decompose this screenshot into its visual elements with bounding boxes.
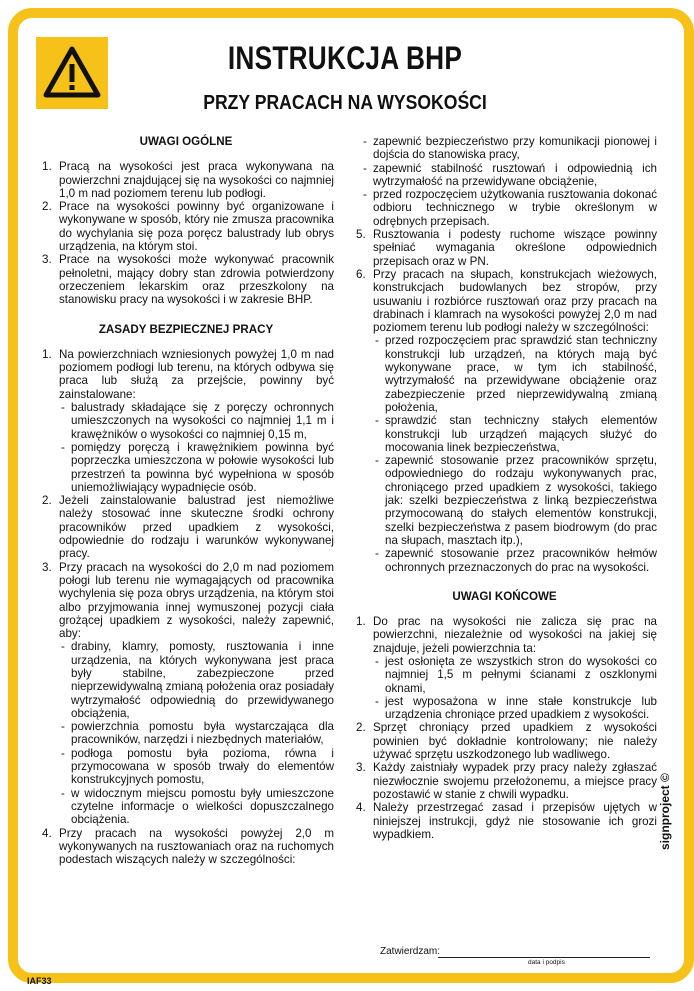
item-text: Przy pracach na wysokości do 2,0 m nad poziomem połogi lub terenu nie wymagających od pracownika wychylenia się poza obrys urządzenia, na którym stoi albo przyjmowania innej wymuszonej pozycji ciała grożącej upadkiem z wysokości, należy zapewnić, aby: — [59, 560, 334, 641]
approval-signature — [380, 946, 650, 966]
sub-item: - balustrady składające się z poręczy ochronnych umieszczonych na wysokości co najmniej 1,1 m i krawężników o wysokości co najmniej 0,15 m, — [59, 401, 334, 441]
item-text: Prace na wysokości może wykonywać pracownik pełnoletni, mający dobry stan zdrowia potwierdzony orzeczeniem lekarskim oraz przeszkolony na stanowisku pracy na wysokości i w zakresie BHP. — [59, 253, 334, 307]
item-text: Sprzęt chroniący przed upadkiem z wysokości powinien być dokładnie kontrolowany; nie należy używać sprzętu uszkodzonego lub wadliwego. — [373, 721, 657, 762]
product-code: IAF33 — [27, 976, 52, 986]
item-text: Pracą na wysokości jest praca wykonywana na powierzchni znajdującej się na wysokości co najmniej 1,0 m nad poziomem terenu lub podłogi. — [59, 160, 334, 200]
page-title: INSTRUKCJA BHP — [227, 40, 463, 76]
list-item: 2. Sprzęt chroniący przed upadkiem z wysokości powinien być dokładnie kontrolowany; nie należy używać sprzętu uszkodzonego lub wadliwego. — [356, 721, 657, 762]
left-column — [38, 135, 334, 866]
item-text: Należy przestrzegać zasad i przepisów ujętych w niniejszej instrukcji, gdyż nie stosowanie ich grozi wypadkiem. — [373, 801, 657, 841]
item-number: 1. — [42, 160, 52, 174]
sub-item: - jest osłonięta ze wszystkich stron do wysokości co najmniej 1,5 m pełnymi ścianami z oszklonymi oknami, — [373, 655, 657, 695]
sub-item: - zapewnić stosowanie przez pracowników hełmów ochronnych przeznaczonych do prac na wysokości. — [373, 547, 657, 574]
list-item: 1. Do prac na wysokości nie zalicza się prac na powierzchni, niezależnie od wysokości na jakiej się znajduje, jeżeli powierzchnia ta: - jest osłonięta ze wszystkich stron do wysokości co najmniej 1,5 m pełnymi ścianami z oszklonymi oknami, - jest wyposażona w inne stałe konstrukcje lub urządzenia chroniące przed upadkiem z wysokości. — [352, 615, 657, 721]
sub-item: - zapewnić bezpieczeństwo przy komunikacji pionowej i dojścia do stanowiska pracy, — [361, 135, 657, 162]
list-item: 5. Rusztowania i podesty ruchome wiszące powinny spełniać wymagania określone odpowiednich przepisach oraz w PN. — [356, 228, 657, 268]
general-list — [38, 160, 334, 306]
item-text: Przy pracach na słupach, konstrukcjach wieżowych, konstrukcjach budowlanych bez stropów, przy usuwaniu i rozbiórce rusztowań oraz przy pracach na drabinach i klamrach na wysokości powyżej 2,0 m nad poziomem terenu lub podłogi należy w szczególności: — [373, 267, 657, 335]
item-number: 2. — [42, 200, 52, 214]
list-item — [38, 253, 334, 306]
item-text: Prace na wysokości powinny być organizowane i wykonywane w sposób, który nie zmusza pracownika do wychylania się poza poręcz balustrady lub obrys urządzenia, na którym stoi. — [59, 200, 334, 254]
sub-item: - przed rozpoczęciem użytkowania rusztowania dokonać odbioru technicznego w trybie określonym w odrębnych przepisach. — [361, 188, 657, 228]
list-item: 4. Należy przestrzegać zasad i przepisów ujętych w niniejszej instrukcji, gdyż nie stosowanie ich grozi wypadkiem. — [356, 801, 657, 841]
item-text: Jeżeli zainstalowanie balustrad jest niemożliwe należy stosować inne skuteczne środki ochrony pracowników przed upadkiem z wysokości, odpowiednie do rodzaju i warunków wykonywanej pracy. — [59, 494, 334, 561]
sub-item: - sprawdzić stan techniczny stałych elementów konstrukcji lub urządzeń mających służyć do mocowania linek bezpieczeństwa, — [373, 414, 657, 454]
warning-triangle-icon — [36, 37, 108, 109]
item-text: Do prac na wysokości nie zalicza się prac na powierzchni, niezależnie od wysokości na jakiej się znajduje, jeżeli powierzchnia ta: — [373, 615, 657, 655]
sub-list — [361, 135, 657, 228]
list-item: 3. Każdy zaistniały wypadek przy pracy należy zgłaszać niezwłocznie swojemu przełożonemu, a miejsce pracy pozostawić w stanie z chwili wypadku. — [356, 761, 657, 801]
sub-item: - przed rozpoczęciem prac sprawdzić stan techniczny konstrukcji lub urządzeń, na których mają być wykonywane prace, w tym ich stabilność, wytrzymałość na przewidywane obciążenie oraz zabezpieczenie przed nieprzewidywalną zmianą położenia, — [373, 334, 657, 414]
final-list — [352, 615, 657, 841]
signature-line — [438, 957, 650, 958]
list-item: 1. Na powierzchniach wzniesionych powyżej 1,0 m nad poziomem podłogi lub terenu, na których odbywa się praca lub służą za przejście, powinny być zainstalowane: - balustrady składające się z poręczy ochronnych umieszczonych na wysokości co najmniej 1,1 m i krawężników o wysokości co najmniej 0,15 m, - pomiędzy poręczą i krawężnikiem powinna być poprzeczka umieszczona w połowie wysokości lub przestrzeń ta powinna być wypełniona w sposób uniemożliwiający wypadnięcie osób. — [38, 348, 334, 494]
warning-sign — [36, 37, 108, 109]
brand-label: signproject © — [658, 773, 672, 850]
page-subtitle: PRZY PRACACH NA WYSOKOŚCI — [203, 92, 487, 114]
right-column — [352, 135, 657, 841]
safety-list — [38, 348, 334, 867]
list-item: 6. Przy pracach na słupach, konstrukcjach wieżowych, konstrukcjach budowlanych bez stropów, przy usuwaniu i rozbiórce rusztowań oraz przy pracach na drabinach i klamrach na wysokości powyżej 2,0 m nad poziomem terenu lub podłogi należy w szczególności: - przed rozpoczęciem prac sprawdzić stan techniczny konstrukcji lub urządzeń, na których mają być wykonywane prace, w tym ich stabilność, wytrzymałość na przewidywane obciążenie oraz zabezpieczenie przed nieprzewidywalną zmianą położenia, - sprawdzić stan techniczny stałych elementów konstrukcji lub urządzeń mających służyć do mocowania linek bezpieczeństwa, - zapewnić stosowanie przez pracowników sprzętu, odpowiedniego do rodzaju wykonywanych prac, chroniącego przed upadkiem z wysokości, takiego jak: szelki bezpieczeństwa z linką bezpieczeństwa przymocowaną do stałych elementów konstrukcji, szelki bezpieczeństwa z pasem biodrowym (do prac na słupach, masztach itp.), - zapewnić stosowanie przez pracowników hełmów ochronnych przeznaczonych do prac na wysokości. — [352, 268, 657, 574]
section-heading-final: UWAGI KOŃCOWE — [452, 589, 557, 603]
approve-label: Zatwierdzam: — [380, 946, 441, 957]
list-item — [38, 160, 334, 200]
item-number: 3. — [42, 253, 52, 267]
sub-item: - zapewnić stabilność rusztowań i odpowiednią ich wytrzymałość na przewidywane obciążenie, — [361, 162, 657, 189]
sub-list — [59, 401, 334, 494]
list-item — [38, 200, 334, 253]
sub-list — [373, 334, 657, 573]
list-item: 4. Przy pracach na wysokości powyżej 2,0 m wykonywanych na rusztowaniach oraz na ruchomych podestach wiszących należy w szczególności: — [42, 826, 334, 867]
sub-item: - podłoga pomostu była pozioma, równa i przymocowana w sposób trwały do elementów konstrukcyjnych pomostu, — [59, 747, 334, 787]
sub-list — [59, 640, 334, 826]
sub-item: - drabiny, klamry, pomosty, rusztowania i inne urządzenia, na których wykonywana jest praca były stabilne, zabezpieczone przed nieprzewidywalną zmianą położenia oraz posiadały wytrzymałość odpowiednią do przewidywanego obciążenia, — [59, 640, 334, 720]
sub-item: - w widocznym miejscu pomostu były umieszczone czytelne informacje o wielkości dopuszczalnego obciążenia. — [59, 787, 334, 827]
list-item — [352, 135, 657, 228]
sub-item: - zapewnić stosowanie przez pracowników sprzętu, odpowiedniego do rodzaju wykonywanych prac, chroniącego przed upadkiem z wysokości, takiego jak: szelki bezpieczeństwa z linką bezpieczeństwa przymocowaną do stałych elementów konstrukcji, szelki bezpieczeństwa z pasem biodrowym (do prac na słupach, masztach itp.), — [373, 454, 657, 547]
section-heading-safety: ZASADY BEZPIECZNEJ PRACY — [98, 322, 274, 336]
item-text: Na powierzchniach wzniesionych powyżej 1,0 m nad poziomem podłogi lub terenu, na których odbywa się praca lub służą za przejście, powinny być zainstalowane: — [59, 347, 334, 401]
sub-list — [373, 655, 657, 721]
list-item: 3. Przy pracach na wysokości do 2,0 m nad poziomem połogi lub terenu nie wymagających od pracownika wychylenia się poza obrys urządzenia, na którym stoi albo przyjmowania innej wymuszonej pozycji ciała grożącej upadkiem z wysokości, należy zapewnić, aby: - drabiny, klamry, pomosty, rusztowania i inne urządzenia, na których wykonywana jest praca były stabilne, zabezpieczone przed nieprzewidywalną zmianą położenia oraz posiadały wytrzymałość odpowiednią do przewidywanego obciążenia, - powierzchnia pomostu była wystarczająca dla pracowników, narzędzi i niezbędnych materiałów, - podłoga pomostu była pozioma, równa i przymocowana w sposób trwały do elementów konstrukcyjnych pomostu, - w widocznym miejscu pomostu były umieszczone czytelne informacje o wielkości dopuszczalnego obciążenia. — [38, 561, 334, 827]
list-item: 2. Jeżeli zainstalowanie balustrad jest niemożliwe należy stosować inne skuteczne środki ochrony pracowników przed upadkiem z wysokości, odpowiednie do rodzaju i warunków wykonywanej pracy. — [42, 494, 334, 561]
item-text: Przy pracach na wysokości powyżej 2,0 m wykonywanych na rusztowaniach oraz na ruchomych podestach wiszących należy w szczególności: — [59, 826, 334, 867]
sub-item: - powierzchnia pomostu była wystarczająca dla pracowników, narzędzi i niezbędnych materiałów, — [59, 720, 334, 747]
item-text: Każdy zaistniały wypadek przy pracy należy zgłaszać niezwłocznie swojemu przełożonemu, a miejsce pracy pozostawić w stanie z chwili wypadku. — [373, 761, 657, 801]
sub-item: - jest wyposażona w inne stałe konstrukcje lub urządzenia chroniące przed upadkiem z wysokości. — [373, 695, 657, 722]
section-heading-general: UWAGI OGÓLNE — [139, 135, 233, 148]
date-signature-label: data i podpis — [528, 959, 565, 966]
sub-item: - pomiędzy poręczą i krawężnikiem powinna być poprzeczka umieszczona w połowie wysokości lub przestrzeń ta powinna być wypełniona w sposób uniemożliwiający wypadnięcie osób. — [59, 441, 334, 494]
item-text: Rusztowania i podesty ruchome wiszące powinny spełniać wymagania określone odpowiednich przepisach oraz w PN. — [373, 228, 657, 268]
safety-list-continued — [352, 135, 657, 574]
